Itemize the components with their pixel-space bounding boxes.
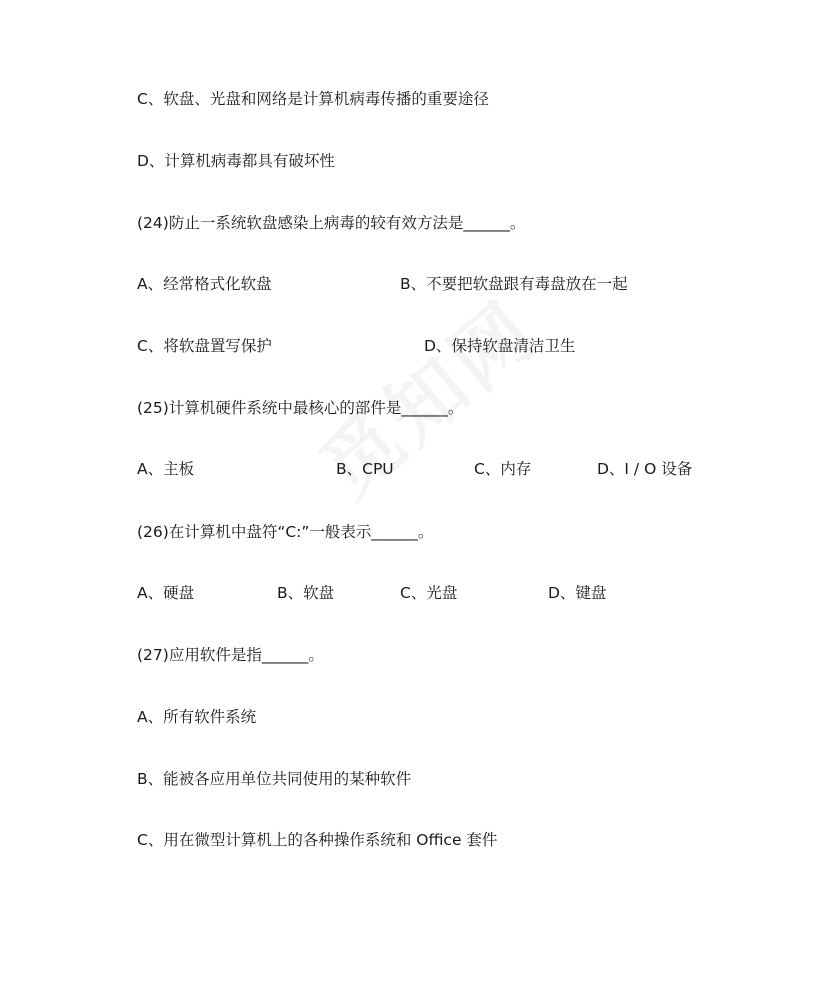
q26-option-c: C、光盘: [400, 584, 458, 602]
q26-option-b: B、软盘: [277, 584, 335, 602]
q26-option-a: A、硬盘: [137, 584, 195, 602]
q24-option-d: D、保持软盘清洁卫生: [424, 337, 576, 355]
question-26: (26)在计算机中盘符“C:”一般表示______。: [137, 523, 434, 541]
question-27: (27)应用软件是指______。: [137, 646, 324, 664]
question-25: (25)计算机硬件系统中最核心的部件是______。: [137, 399, 464, 417]
q23-option-d: D、计算机病毒都具有破坏性: [137, 152, 335, 170]
q25-option-a: A、主板: [137, 460, 195, 478]
q25-option-c: C、内存: [474, 460, 532, 478]
q27-option-b: B、能被各应用单位共同使用的某种软件: [137, 770, 412, 788]
q25-option-b: B、CPU: [336, 460, 394, 478]
q24-option-a: A、经常格式化软盘: [137, 275, 272, 293]
q27-option-a: A、所有软件系统: [137, 708, 257, 726]
q25-option-d: D、I / O 设备: [597, 460, 693, 478]
q27-option-c: C、用在微型计算机上的各种操作系统和 Office 套件: [137, 831, 498, 849]
q24-option-b: B、不要把软盘跟有毒盘放在一起: [400, 275, 628, 293]
q23-option-c: C、软盘、光盘和网络是计算机病毒传播的重要途径: [137, 90, 489, 108]
q26-option-d: D、键盘: [548, 584, 607, 602]
q24-option-c: C、将软盘置写保护: [137, 337, 272, 355]
question-24: (24)防止一系统软盘感染上病毒的较有效方法是______。: [137, 214, 526, 232]
